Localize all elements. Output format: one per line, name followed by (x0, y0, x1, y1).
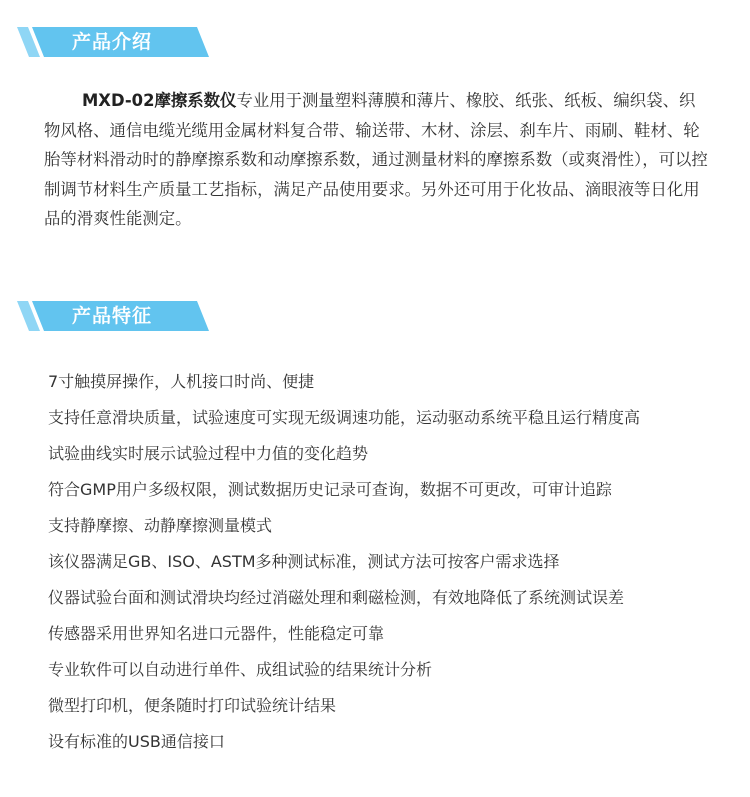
product-model: MXD-02摩擦系数仪 (82, 91, 237, 110)
feature-item: 支持任意滑块质量，试验速度可实现无级调速功能，运动驱动系统平稳且运行精度高 (48, 408, 641, 427)
feature-item: 传感器采用世界知名进口元器件，性能稳定可靠 (48, 624, 385, 643)
feature-item: 符合GMP用户多级权限，测试数据历史记录可查询，数据不可更改，可审计追踪 (48, 480, 612, 499)
feature-item: 仪器试验台面和测试滑块均经过消磁处理和剩磁检测，有效地降低了系统测试误差 (48, 588, 625, 607)
feature-item: 专业软件可以自动进行单件、成组试验的结果统计分析 (48, 660, 433, 679)
section-title-features: 产品特征 (72, 305, 153, 327)
feature-list (48, 364, 728, 760)
feature-item: 试验曲线实时展示试验过程中力值的变化趋势 (48, 444, 369, 463)
intro-text: 专业用于测量塑料薄膜和薄片、橡胶、纸张、纸板、编织袋、织物风格、通信电缆光缆用金属材料复合带、输送带、木材、涂层、刹车片、雨刷、鞋材、轮胎等材料滑动时的静摩擦系数和动摩擦系数，通过测量材料的摩擦系数（或爽滑性），可以控制调节材料生产质量工艺指标，满足产品使用要求。另外还可用于化妆品、滴眼液等日化用品的滑爽性能测定。 (44, 91, 708, 228)
section-header-features (14, 301, 214, 331)
intro-paragraph (44, 86, 708, 234)
feature-item: 微型打印机，便条随时打印试验统计结果 (48, 696, 337, 715)
section-title-intro: 产品介绍 (72, 31, 153, 53)
feature-item: 该仪器满足GB、ISO、ASTM多种测试标准，测试方法可按客户需求选择 (48, 552, 560, 571)
feature-item: 设有标准的USB通信接口 (48, 732, 225, 751)
feature-item: 7寸触摸屏操作，人机接口时尚、便捷 (48, 372, 315, 391)
feature-item: 支持静摩擦、动静摩擦测量模式 (48, 516, 273, 535)
section-header-intro (14, 27, 214, 57)
